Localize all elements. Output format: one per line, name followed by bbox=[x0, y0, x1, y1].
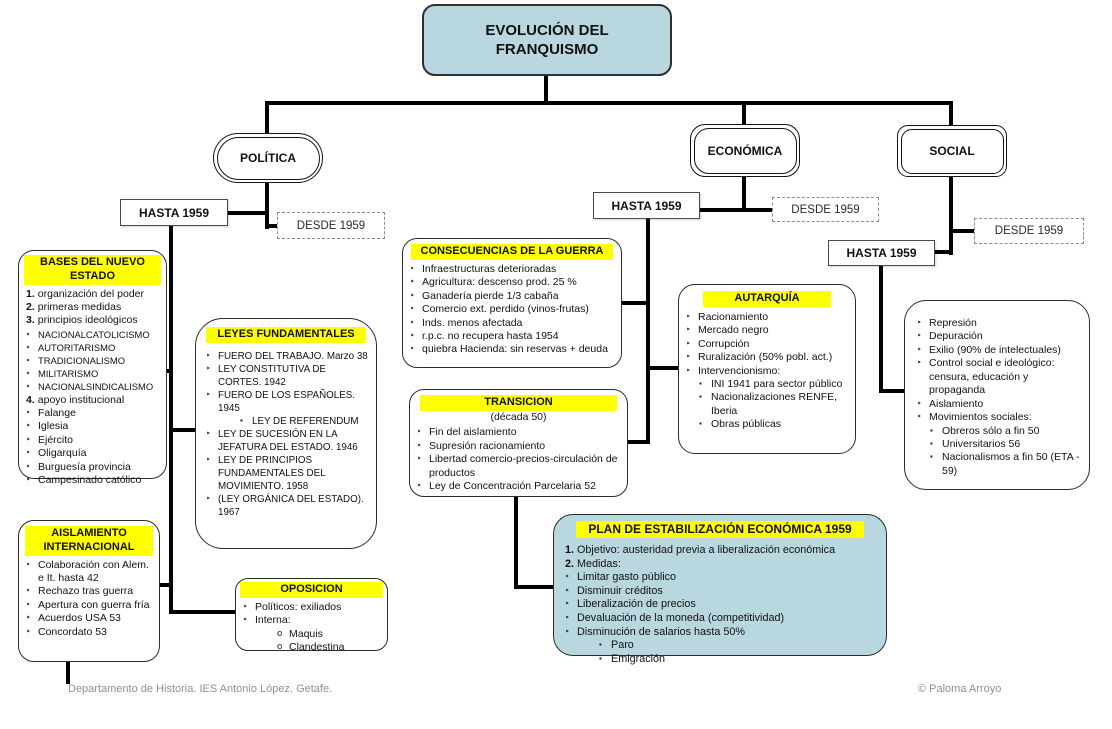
connector bbox=[66, 661, 70, 684]
tag-label: DESDE 1959 bbox=[994, 225, 1064, 237]
list-item: ‣ Políticos: exiliados bbox=[243, 600, 342, 613]
bullet-square-icon: ▪ bbox=[599, 640, 602, 650]
box-body bbox=[905, 301, 1089, 482]
list-item: ▪ Nacionalismos a fin 50 (ETA - 59) bbox=[930, 451, 1080, 477]
list-item: ‣ Comercio ext. perdido (vinos-frutas) bbox=[410, 303, 589, 316]
list-item: ‣ Campesinado católico bbox=[26, 474, 142, 487]
list-item: ‣ quiebra Hacienda: sin reservas + deuda bbox=[410, 343, 608, 356]
list-item: 2. primeras medidas bbox=[26, 300, 122, 313]
box-autarquia bbox=[678, 284, 856, 454]
bullet-arrow-icon: ‣ bbox=[26, 599, 31, 609]
bullet-arrow-icon: ‣ bbox=[917, 344, 922, 354]
list-item: 1. organización del poder bbox=[26, 287, 145, 300]
list-item: ‣ NACIONALCATOLICISMO bbox=[26, 328, 150, 340]
tag-label: HASTA 1959 bbox=[846, 246, 917, 260]
bullet-arrow-icon: ‣ bbox=[206, 389, 211, 399]
box-title: LEYES FUNDAMENTALES bbox=[206, 327, 366, 343]
list-item: o Maquis bbox=[277, 627, 323, 640]
bullet-circle-icon: o bbox=[277, 627, 283, 639]
list-item: 3. principios ideológicos bbox=[26, 314, 138, 327]
bullet-arrow-icon: ‣ bbox=[410, 290, 415, 300]
box-transicion bbox=[409, 389, 628, 497]
bullet-arrow-icon: ‣ bbox=[26, 461, 31, 471]
connector bbox=[935, 250, 952, 254]
connector bbox=[169, 226, 173, 614]
list-item: ‣ Infraestructuras deterioradas bbox=[410, 262, 557, 275]
list-item: ‣ Ruralización (50% pobl. act.) bbox=[686, 351, 833, 364]
node-label: ECONÓMICA bbox=[707, 143, 783, 158]
list-item: ‣ r.p.c. no recupera hasta 1954 bbox=[410, 329, 559, 342]
list-item: ▪ Emigración bbox=[599, 652, 666, 665]
list-item: ▪ Nacionalizaciones RENFE, Iberia bbox=[699, 391, 838, 417]
bullet-arrow-icon: ‣ bbox=[410, 317, 415, 327]
list-item: ‣ Falange bbox=[26, 407, 76, 420]
list-item: ‣ Concordato 53 bbox=[26, 625, 107, 638]
connector bbox=[228, 211, 268, 215]
node-politica bbox=[213, 133, 323, 183]
list-item: ‣ Exilio (90% de intelectuales) bbox=[917, 343, 1061, 356]
list-item: ‣ Ganadería pierde 1/3 cabaña bbox=[410, 289, 559, 302]
list-item: ‣ Liberalización de precios bbox=[565, 598, 696, 611]
connector bbox=[949, 229, 975, 233]
list-item: ‣ Burguesía provincia bbox=[26, 460, 131, 473]
bullet-arrow-icon: ‣ bbox=[565, 612, 570, 622]
box-body bbox=[19, 557, 159, 644]
bullet-square-icon: ▪ bbox=[699, 378, 702, 388]
node-economica bbox=[690, 124, 800, 177]
list-item: ‣ TRADICIONALISMO bbox=[26, 355, 125, 367]
connector bbox=[169, 610, 236, 614]
connector bbox=[646, 218, 650, 444]
list-item: ‣ LEY DE SUCESIÓN EN LA JEFATURA DEL ESTADO. 1946 bbox=[206, 428, 358, 453]
list-item: ▪ Universitarios 56 bbox=[930, 437, 1021, 450]
connector bbox=[626, 440, 650, 444]
node-evolucion-title bbox=[422, 4, 672, 76]
list-item: ‣ MILITARISMO bbox=[26, 368, 99, 380]
list-item: ‣ FUERO DEL TRABAJO. Marzo 38 bbox=[206, 350, 368, 362]
bullet-square-icon: ▪ bbox=[699, 392, 702, 402]
list-item: ‣ Agricultura: descenso prod. 25 % bbox=[410, 276, 577, 289]
list-item: ‣ Depuración bbox=[917, 330, 983, 343]
list-item: ‣ NACIONALSINDICALISMO bbox=[26, 381, 154, 393]
list-item: ‣ Fin del aislamiento bbox=[417, 426, 517, 439]
bullet-arrow-icon: ‣ bbox=[917, 358, 922, 368]
tag-economica-hasta-1959 bbox=[593, 192, 700, 219]
list-item: ‣ LEY DE PRINCIPIOS FUNDAMENTALES DEL MOVIMIENTO. 1958 bbox=[206, 454, 326, 492]
bullet-arrow-icon: ‣ bbox=[417, 481, 422, 491]
box-body bbox=[679, 309, 855, 436]
list-item: ‣ Acuerdos USA 53 bbox=[26, 612, 121, 625]
box-title: AISLAMIENTO INTERNACIONAL bbox=[25, 526, 153, 556]
bullet-arrow-icon: ‣ bbox=[26, 613, 31, 623]
list-item: ‣ (LEY ORGÁNICA DEL ESTADO). 1967 bbox=[206, 493, 364, 518]
list-item: ‣ Supresión racionamiento bbox=[417, 439, 546, 452]
bullet-arrow-icon: ‣ bbox=[26, 626, 31, 636]
box-title: CONSECUENCIAS DE LA GUERRA bbox=[411, 244, 613, 260]
bullet-arrow-icon: ‣ bbox=[410, 344, 415, 354]
box-title: BASES DEL NUEVO ESTADO bbox=[24, 255, 161, 285]
list-item: ‣ Mercado negro bbox=[686, 324, 769, 337]
connector bbox=[949, 101, 953, 127]
box-body bbox=[19, 286, 166, 492]
list-item: ‣ Apertura con guerra fría bbox=[26, 598, 150, 611]
connector bbox=[742, 176, 746, 212]
node-label: SOCIAL bbox=[929, 144, 975, 158]
list-item: o Clandestina bbox=[277, 641, 345, 654]
bullet-arrow-icon: ‣ bbox=[26, 356, 31, 366]
list-item: ‣ AUTORITARISMO bbox=[26, 341, 116, 353]
bullet-arrow-icon: ‣ bbox=[206, 428, 211, 438]
bullet-arrow-icon: ‣ bbox=[917, 318, 922, 327]
list-item: ‣ Interna: bbox=[243, 614, 291, 627]
bullet-arrow-icon: ‣ bbox=[686, 325, 691, 335]
connector bbox=[949, 177, 953, 255]
list-item: ▪ Obreros sólo a fin 50 bbox=[930, 424, 1040, 437]
bullet-arrow-icon: ‣ bbox=[565, 572, 570, 582]
list-item: 1. Objetivo: austeridad previa a liberalización económica bbox=[565, 544, 836, 556]
bullet-arrow-icon: ‣ bbox=[410, 277, 415, 287]
connector bbox=[646, 366, 679, 370]
connector bbox=[171, 428, 196, 432]
bullet-square-icon: ▪ bbox=[699, 419, 702, 429]
tag-label: DESDE 1959 bbox=[296, 219, 366, 232]
list-item: ‣ Represión bbox=[917, 317, 977, 329]
bullet-arrow-icon: ‣ bbox=[26, 434, 31, 444]
list-item: ‣ Rechazo tras guerra bbox=[26, 585, 134, 598]
list-item: ▪ Paro bbox=[599, 639, 634, 652]
footer-left-credit: Departamento de Historia. IES Antonio López. Getafe. bbox=[68, 683, 333, 695]
box-bases-del-nuevo-estado bbox=[18, 250, 167, 487]
list-item: ‣ FUERO DE LOS ESPAÑOLES. 1945 bbox=[206, 389, 356, 414]
bullet-circle-icon: o bbox=[277, 641, 283, 653]
node-label: POLÍTICA bbox=[240, 151, 296, 165]
bullet-arrow-icon: ‣ bbox=[26, 329, 31, 339]
bullet-arrow-icon: ‣ bbox=[917, 398, 922, 408]
tag-label: HASTA 1959 bbox=[138, 205, 210, 220]
bullet-arrow-icon: ‣ bbox=[417, 427, 422, 437]
bullet-arrow-icon: ‣ bbox=[243, 615, 248, 625]
tag-politica-desde-1959 bbox=[277, 212, 385, 239]
connector bbox=[265, 183, 269, 229]
bullet-arrow-icon: ‣ bbox=[410, 330, 415, 340]
list-item: ‣ LEY CONSTITUTIVA DE CORTES. 1942 bbox=[206, 363, 326, 388]
bullet-arrow-icon: ‣ bbox=[686, 338, 691, 348]
list-item: ‣ Colaboración con Alem. e It. hasta 42 bbox=[26, 558, 149, 584]
title-label: EVOLUCIÓN DEL FRANQUISMO bbox=[485, 21, 609, 58]
bullet-square-icon: ▪ bbox=[930, 438, 933, 448]
list-item: ‣ Oligarquía bbox=[26, 447, 87, 460]
list-item: ▪ Obras públicas bbox=[699, 418, 782, 431]
box-plan-estabilizacion-economica bbox=[553, 514, 887, 665]
bullet-arrow-icon: ‣ bbox=[26, 559, 31, 569]
list-item: 4. apoyo institucional bbox=[26, 393, 125, 406]
bullet-arrow-icon: ‣ bbox=[206, 363, 211, 373]
bullet-square-icon: ▪ bbox=[930, 425, 933, 435]
bullet-arrow-icon: ‣ bbox=[917, 412, 922, 422]
box-subtitle: (década 50) bbox=[490, 410, 547, 423]
bullet-arrow-icon: ‣ bbox=[917, 331, 922, 341]
box-body bbox=[236, 599, 387, 659]
bullet-square-icon: ▪ bbox=[240, 415, 243, 425]
bullet-arrow-icon: ‣ bbox=[410, 263, 415, 273]
bullet-arrow-icon: ‣ bbox=[26, 421, 31, 431]
list-item: ▪ LEY DE REFERENDUM bbox=[240, 415, 359, 427]
connector bbox=[265, 101, 953, 105]
box-aislamiento-internacional bbox=[18, 520, 160, 662]
box-body bbox=[554, 542, 886, 670]
list-item: ‣ Ley de Concentración Parcelaria 52 bbox=[417, 480, 596, 493]
bullet-arrow-icon: ‣ bbox=[206, 350, 211, 360]
list-item: ‣ Racionamiento bbox=[686, 310, 769, 323]
tag-politica-hasta-1959 bbox=[120, 199, 228, 226]
list-item: 2. Medidas: bbox=[565, 557, 621, 570]
box-title: OPOSICION bbox=[240, 582, 383, 598]
bullet-arrow-icon: ‣ bbox=[26, 382, 31, 392]
box-leyes-fundamentales bbox=[195, 318, 377, 549]
list-item: ‣ Aislamiento bbox=[917, 397, 984, 410]
bullet-arrow-icon: ‣ bbox=[565, 585, 570, 595]
node-social bbox=[897, 125, 1007, 177]
bullet-arrow-icon: ‣ bbox=[686, 311, 691, 321]
bullet-arrow-icon: ‣ bbox=[417, 440, 422, 450]
bullet-arrow-icon: ‣ bbox=[243, 601, 248, 611]
list-item: ‣ Intervencionismo: bbox=[686, 364, 781, 377]
list-item: ‣ Disminución de salarios hasta 50% bbox=[565, 625, 746, 638]
box-body bbox=[196, 345, 376, 523]
connector bbox=[879, 389, 905, 393]
tag-economica-desde-1959 bbox=[772, 197, 879, 222]
connector bbox=[265, 101, 269, 134]
list-item: ‣ Disminuir créditos bbox=[565, 584, 663, 597]
bullet-square-icon: ▪ bbox=[930, 452, 933, 462]
connector bbox=[879, 266, 883, 393]
box-title: TRANSICION bbox=[420, 395, 617, 411]
list-item: ‣ Inds. menos afectada bbox=[410, 316, 523, 329]
bullet-square-icon: ▪ bbox=[599, 653, 602, 663]
bullet-arrow-icon: ‣ bbox=[565, 599, 570, 609]
bullet-arrow-icon: ‣ bbox=[26, 408, 31, 418]
list-item: ‣ Limitar gasto público bbox=[565, 571, 677, 584]
list-item: ‣ Movimientos sociales: bbox=[917, 411, 1032, 424]
tag-label: HASTA 1959 bbox=[611, 198, 682, 213]
list-item: ‣ Corrupción bbox=[686, 337, 750, 350]
list-item: ▪ INI 1941 para sector público bbox=[699, 377, 843, 390]
connector bbox=[514, 585, 555, 589]
box-social-effects bbox=[904, 300, 1090, 490]
bullet-arrow-icon: ‣ bbox=[206, 493, 211, 503]
tag-social-desde-1959 bbox=[974, 218, 1084, 244]
connector bbox=[514, 496, 518, 589]
bullet-arrow-icon: ‣ bbox=[686, 365, 691, 375]
bullet-arrow-icon: ‣ bbox=[26, 342, 31, 352]
list-item: ‣ Iglesia bbox=[26, 420, 69, 433]
box-oposicion bbox=[235, 578, 388, 654]
box-consecuencias-de-la-guerra bbox=[402, 238, 622, 368]
box-title: PLAN DE ESTABILIZACIÓN ECONÓMICA 1959 bbox=[576, 521, 864, 538]
bullet-arrow-icon: ‣ bbox=[410, 304, 415, 314]
tag-label: DESDE 1959 bbox=[791, 203, 860, 216]
list-item: ‣ Libertad comercio-precios-circulación de productos bbox=[417, 453, 618, 479]
bullet-arrow-icon: ‣ bbox=[565, 626, 570, 636]
list-item: ‣ Control social e ideológico: censura, educación y propaganda bbox=[917, 357, 1055, 397]
connector bbox=[620, 301, 646, 305]
tag-social-hasta-1959 bbox=[828, 240, 935, 266]
bullet-arrow-icon: ‣ bbox=[26, 448, 31, 458]
box-body bbox=[410, 424, 627, 497]
footer-right-credit: © Paloma Arroyo bbox=[918, 683, 1002, 695]
bullet-arrow-icon: ‣ bbox=[26, 369, 31, 379]
bullet-arrow-icon: ‣ bbox=[26, 475, 31, 485]
box-body bbox=[403, 261, 621, 361]
bullet-arrow-icon: ‣ bbox=[26, 586, 31, 596]
bullet-arrow-icon: ‣ bbox=[417, 454, 422, 464]
connector bbox=[700, 208, 772, 212]
connector bbox=[544, 74, 548, 103]
connector bbox=[265, 224, 277, 228]
bullet-arrow-icon: ‣ bbox=[206, 454, 211, 464]
list-item: ‣ Ejército bbox=[26, 433, 74, 446]
list-item: ‣ Devaluación de la moneda (competitividad) bbox=[565, 611, 785, 624]
bullet-arrow-icon: ‣ bbox=[686, 352, 691, 362]
box-title: AUTARQUÍA bbox=[703, 291, 831, 307]
